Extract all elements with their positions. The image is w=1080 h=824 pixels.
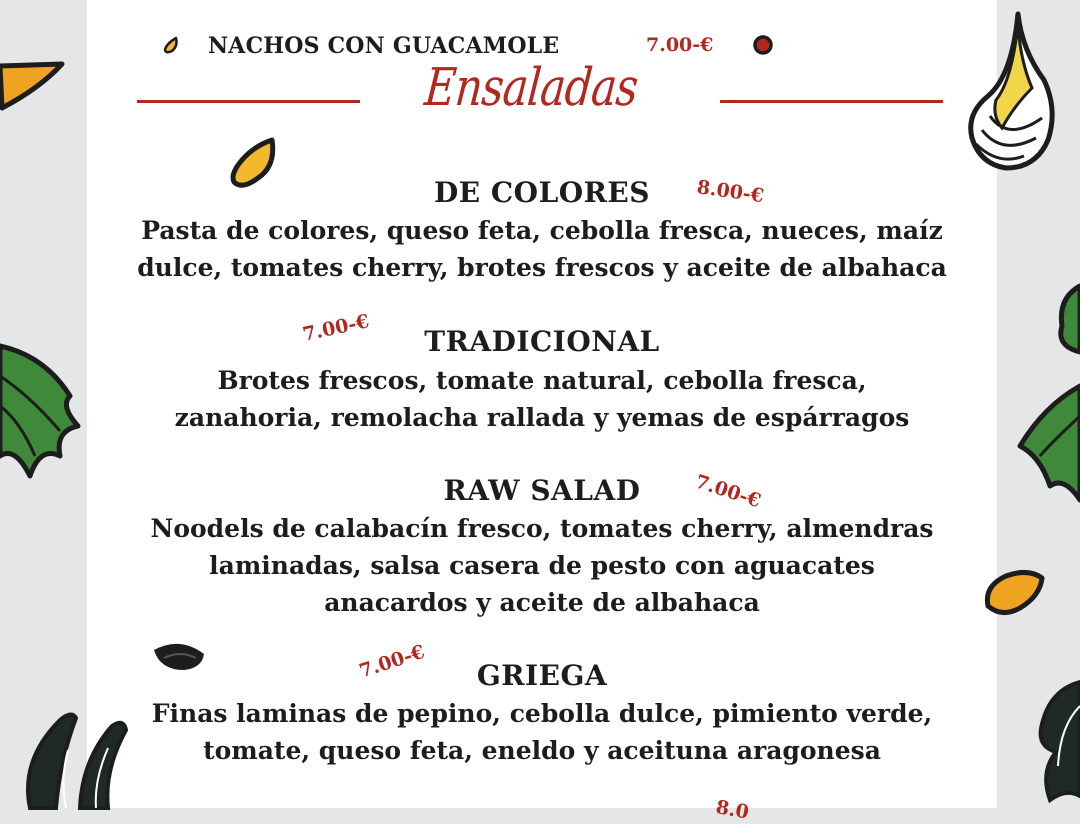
menu-item-price: 7.00-€	[692, 470, 764, 513]
red-berry-icon	[752, 34, 774, 56]
menu-item-name: RAW SALAD	[443, 474, 641, 507]
menu-item-name: DE COLORES	[434, 176, 650, 209]
basil-leaf-right-icon	[1010, 286, 1080, 546]
menu-item-description: Finas laminas de pepino, cebolla dulce, pimiento verde, tomate, queso feta, eneldo y aceituna aragonesa	[151, 699, 933, 765]
menu-item-price: 8.00-€	[695, 176, 766, 208]
small-drop-icon	[162, 36, 182, 56]
menu-item-description: Noodels de calabacín fresco, tomates cherry, almendras laminadas, salsa casera de pesto con aguacates anacardos y aceite de albahaca	[150, 514, 934, 617]
basil-leaf-icon	[0, 336, 90, 486]
next-item-price-partial: 8.0	[714, 796, 751, 824]
menu-item-description: Brotes frescos, tomate natural, cebolla fresca, zanahoria, remolacha rallada y yemas de espárragos	[174, 366, 910, 432]
previous-item-price: 7.00-€	[646, 34, 714, 56]
section-title: Ensaladas	[422, 58, 640, 118]
dark-leaf-right-icon	[1010, 676, 1080, 808]
garlic-clove-icon	[962, 10, 1057, 175]
menu-item-name: GRIEGA	[476, 659, 608, 692]
section-divider-left	[137, 100, 360, 103]
menu-item-name: TRADICIONAL	[424, 325, 660, 358]
menu-item-description: Pasta de colores, queso feta, cebolla fresca, nueces, maíz dulce, tomates cherry, brotes frescos y aceite de albahaca	[137, 216, 947, 282]
corn-wedge-icon	[0, 58, 70, 118]
previous-item-name: NACHOS CON GUACAMOLE	[208, 33, 560, 59]
menu-item-price: 7.00-€	[356, 640, 428, 683]
menu-item-price: 7.00-€	[300, 310, 372, 346]
section-divider-right	[720, 100, 943, 103]
